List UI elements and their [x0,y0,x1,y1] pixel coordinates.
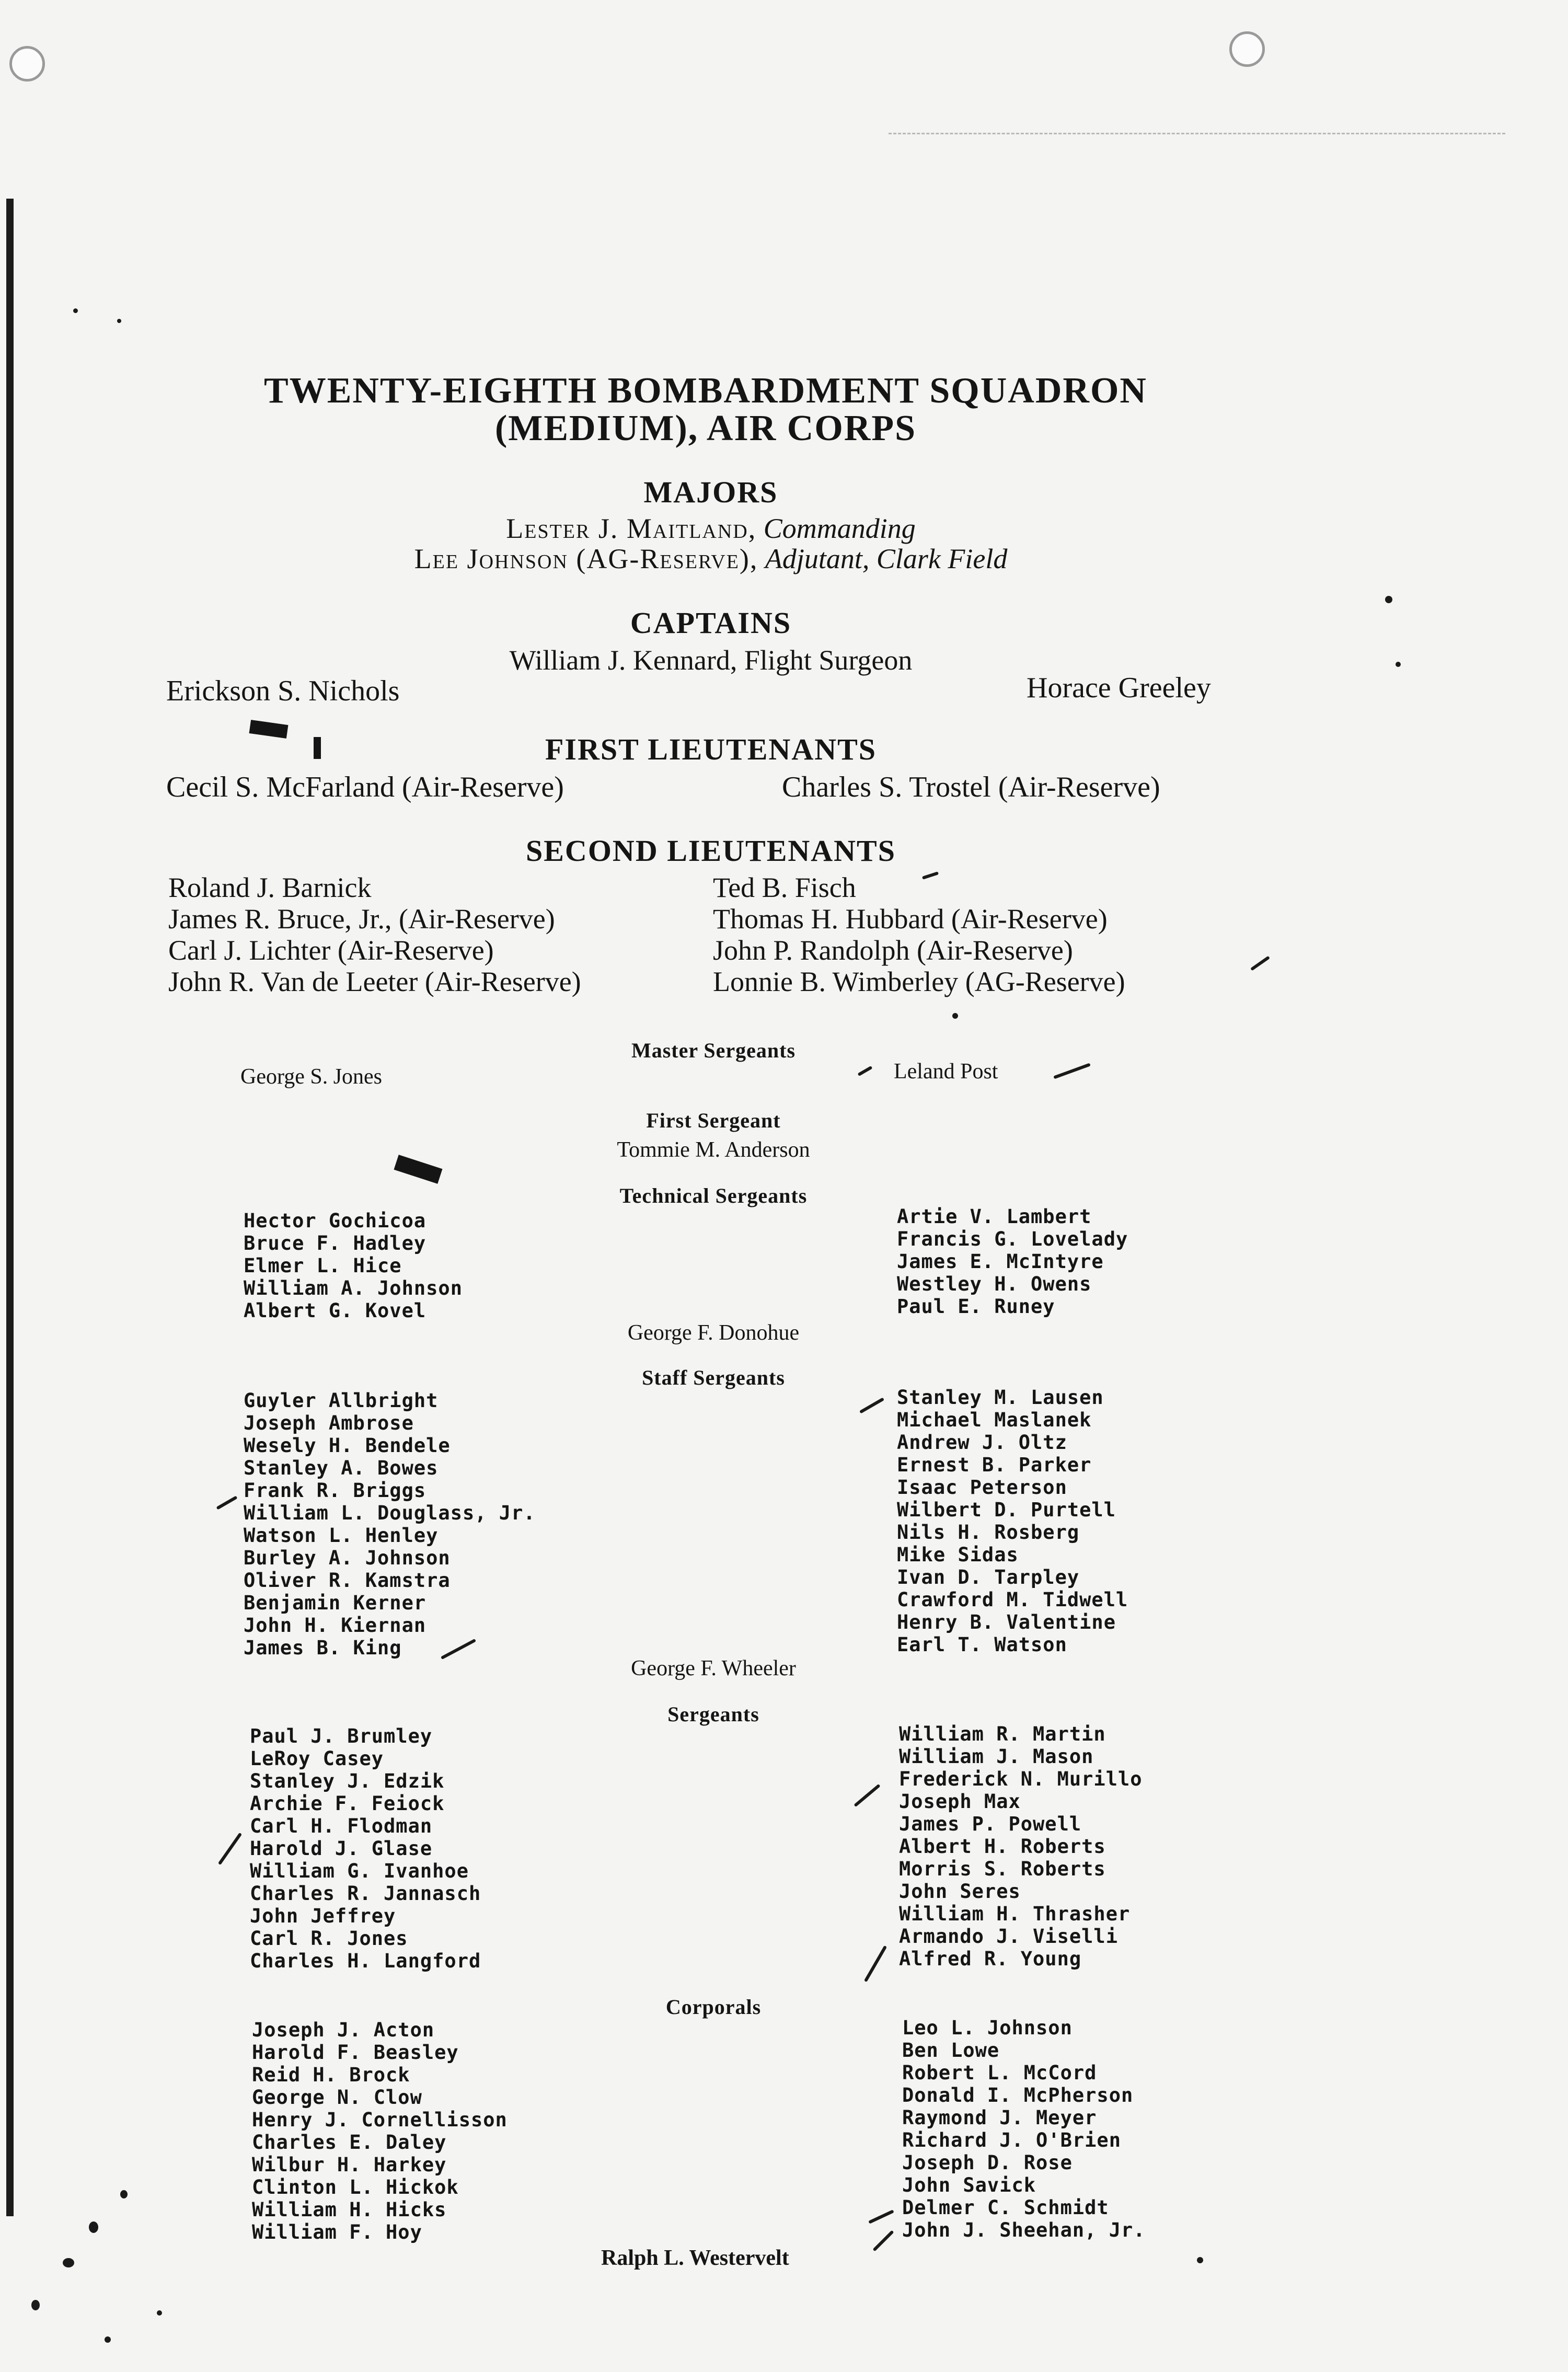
major-role: Adjutant, Clark Field [765,543,1008,574]
list-item: Armando J. Viselli [899,1925,1118,1948]
ink-speck [105,2336,111,2343]
list-item: Westley H. Owens [897,1273,1092,1295]
master-sergeant-right: Leland Post [894,1060,998,1084]
list-item: Earl T. Watson [897,1633,1067,1656]
captain-right: Horace Greeley [1027,672,1211,704]
list-item: Frank R. Briggs [244,1479,426,1502]
ink-speck [73,308,78,313]
second-lieutenants-heading: SECOND LIEUTENANTS [525,834,896,868]
check-mark [1250,955,1270,971]
corporals-heading: Corporals [665,1995,762,2019]
technical-sergeants-left-list [244,1210,463,1322]
list-item: John Jeffrey [250,1905,396,1927]
ink-speck [120,2190,128,2198]
list-item: Harold J. Glase [250,1837,433,1860]
first-lieutenants-heading: FIRST LIEUTENANTS [545,732,877,766]
list-item: Carl R. Jones [250,1927,408,1950]
first-lieutenant-left: Cecil S. McFarland (Air-Reserve) [166,771,564,803]
list-item: Albert G. Kovel [244,1299,426,1322]
list-item: Alfred R. Young [899,1948,1082,1970]
list-item: Benjamin Kerner [244,1592,426,1614]
list-item: Raymond J. Meyer [902,2106,1097,2129]
technical-sergeants-right-list [897,1205,1128,1318]
check-mark [859,1397,884,1413]
list-item: John J. Sheehan, Jr. [902,2219,1146,2241]
list-item: Stanley A. Bowes [244,1457,439,1479]
list-item: Albert H. Roberts [899,1835,1106,1858]
check-mark [1053,1063,1091,1079]
faint-top-rule [889,133,1505,134]
first-sergeant-heading: First Sergeant [646,1109,781,1132]
major-entry [0,543,1422,575]
check-mark [864,1945,887,1983]
corporals-right-list [902,2017,1146,2241]
list-item: Ernest B. Parker [897,1454,1092,1476]
list-item: William R. Martin [899,1723,1106,1745]
list-item: George N. Clow [252,2086,422,2109]
list-item: William H. Thrasher [899,1903,1131,1925]
list-item: Lonnie B. Wimberley (AG-Reserve) [713,966,1125,997]
list-item: Guyler Allbright [244,1389,439,1412]
ink-speck [952,1013,958,1019]
list-item: Morris S. Roberts [899,1858,1106,1880]
check-mark [868,2209,894,2224]
technical-sergeant-center: George F. Donohue [627,1321,800,1345]
list-item: William A. Johnson [244,1277,463,1299]
majors-heading: MAJORS [643,475,778,509]
ink-speck [1385,596,1392,603]
list-item: William G. Ivanhoe [250,1860,469,1882]
list-item: William J. Mason [899,1745,1094,1768]
list-item: Ivan D. Tarpley [897,1566,1080,1588]
list-item: Delmer C. Schmidt [902,2196,1109,2219]
list-item: Joseph J. Acton [252,2019,435,2041]
captain-flight-surgeon: William J. Kennard, Flight Surgeon [509,644,913,676]
list-item: William F. Hoy [252,2221,422,2243]
list-item: Watson L. Henley [244,1524,439,1547]
list-item: James E. McIntyre [897,1250,1104,1273]
list-item: Donald I. McPherson [902,2084,1134,2106]
list-item: Joseph Max [899,1790,1021,1813]
list-item: Hector Gochicoa [244,1210,426,1232]
punch-hole-right [1229,31,1265,67]
list-item: William H. Hicks [252,2198,447,2221]
list-item: Ben Lowe [902,2039,1000,2062]
ink-speck [63,2258,74,2267]
list-item: William L. Douglass, Jr. [244,1502,536,1524]
major-name: Lee Johnson (AG-Reserve), [414,543,758,574]
list-item: James B. King [244,1637,402,1659]
staff-sergeants-right-list [897,1386,1128,1656]
list-item: Stanley J. Edzik [250,1770,445,1792]
list-item: Henry B. Valentine [897,1611,1116,1633]
second-lieutenants-right-list [713,872,1125,997]
squadron-title-line-2: (MEDIUM), AIR CORPS [494,408,917,448]
list-item: Robert L. McCord [902,2062,1097,2084]
list-item: Mike Sidas [897,1544,1019,1566]
list-item: Charles E. Daley [252,2131,447,2154]
list-item: Frederick N. Murillo [899,1768,1143,1790]
check-mark [858,1066,873,1076]
list-item: Paul J. Brumley [250,1725,433,1747]
captains-heading: CAPTAINS [630,606,792,640]
list-item: John P. Randolph (Air-Reserve) [713,935,1073,966]
list-item: Nils H. Rosberg [897,1521,1080,1544]
list-item: Carl H. Flodman [250,1815,433,1837]
sergeants-right-list [899,1723,1143,1970]
list-item: Henry J. Cornellisson [252,2109,508,2131]
list-item: Burley A. Johnson [244,1547,451,1569]
list-item: John H. Kiernan [244,1614,426,1637]
list-item: Leo L. Johnson [902,2017,1073,2039]
list-item: Charles R. Jannasch [250,1882,481,1905]
list-item: Harold F. Beasley [252,2041,459,2064]
list-item: Charles H. Langford [250,1950,481,1972]
list-item: James R. Bruce, Jr., (Air-Reserve) [168,903,555,935]
check-mark [218,1833,242,1865]
second-lieutenants-left-list [168,872,581,997]
list-item: Paul E. Runey [897,1295,1055,1318]
list-item: Richard J. O'Brien [902,2129,1121,2151]
list-item: John Seres [899,1880,1021,1903]
list-item: Stanley M. Lausen [897,1386,1104,1409]
check-mark [854,1784,880,1807]
list-item: Andrew J. Oltz [897,1431,1067,1454]
list-item: Joseph D. Rose [902,2151,1073,2174]
list-item: Wesely H. Bendele [244,1434,451,1457]
corporal-center: Ralph L. Westervelt [601,2246,789,2270]
first-lieutenant-right: Charles S. Trostel (Air-Reserve) [782,771,1160,803]
list-item: Carl J. Lichter (Air-Reserve) [168,935,494,966]
punch-hole-left [9,46,45,82]
staff-sergeants-heading: Staff Sergeants [642,1366,785,1389]
list-item: Wilbur H. Harkey [252,2154,447,2176]
ink-speck [1197,2257,1203,2263]
major-name: Lester J. Maitland, [506,513,757,544]
list-item: James P. Powell [899,1813,1082,1835]
list-item: Michael Maslanek [897,1409,1092,1431]
list-item: LeRoy Casey [250,1747,384,1770]
sergeants-heading: Sergeants [667,1702,759,1726]
first-sergeant-name: Tommie M. Anderson [617,1138,810,1162]
major-entry [0,512,1422,545]
list-item: Wilbert D. Purtell [897,1499,1116,1521]
ink-speck [157,2310,162,2316]
list-item: Francis G. Lovelady [897,1228,1128,1250]
list-item: Isaac Peterson [897,1476,1067,1499]
list-item: Oliver R. Kamstra [244,1569,451,1592]
ink-speck [31,2300,40,2310]
sergeants-left-list [250,1725,481,1972]
technical-sergeants-heading: Technical Sergeants [619,1184,808,1207]
list-item: John Savick [902,2174,1036,2196]
list-item: Ted B. Fisch [713,872,856,903]
squadron-title-line-1: TWENTY-EIGHTH BOMBARDMENT SQUADRON [264,371,1147,411]
ink-speck [89,2221,98,2233]
staff-sergeants-left-list [244,1389,536,1659]
check-mark [216,1495,237,1510]
master-sergeants-heading: Master Sergeants [631,1039,796,1062]
list-item: Clinton L. Hickok [252,2176,459,2198]
master-sergeant-left: George S. Jones [240,1065,383,1089]
corporals-left-list [252,2019,508,2243]
list-item: Archie F. Feiock [250,1792,445,1815]
list-item: Artie V. Lambert [897,1205,1092,1228]
captain-left: Erickson S. Nichols [166,675,400,707]
staff-sergeant-center: George F. Wheeler [631,1656,796,1680]
list-item: Crawford M. Tidwell [897,1588,1128,1611]
list-item: Joseph Ambrose [244,1412,414,1434]
list-item: Roland J. Barnick [168,872,372,903]
check-mark [872,2230,894,2251]
major-role: Commanding [763,513,916,544]
ink-speck [117,319,121,323]
list-item: John R. Van de Leeter (Air-Reserve) [168,966,581,997]
list-item: Thomas H. Hubbard (Air-Reserve) [713,903,1108,935]
list-item: Bruce F. Hadley [244,1232,426,1254]
list-item: Elmer L. Hice [244,1254,402,1277]
list-item: Reid H. Brock [252,2064,410,2086]
